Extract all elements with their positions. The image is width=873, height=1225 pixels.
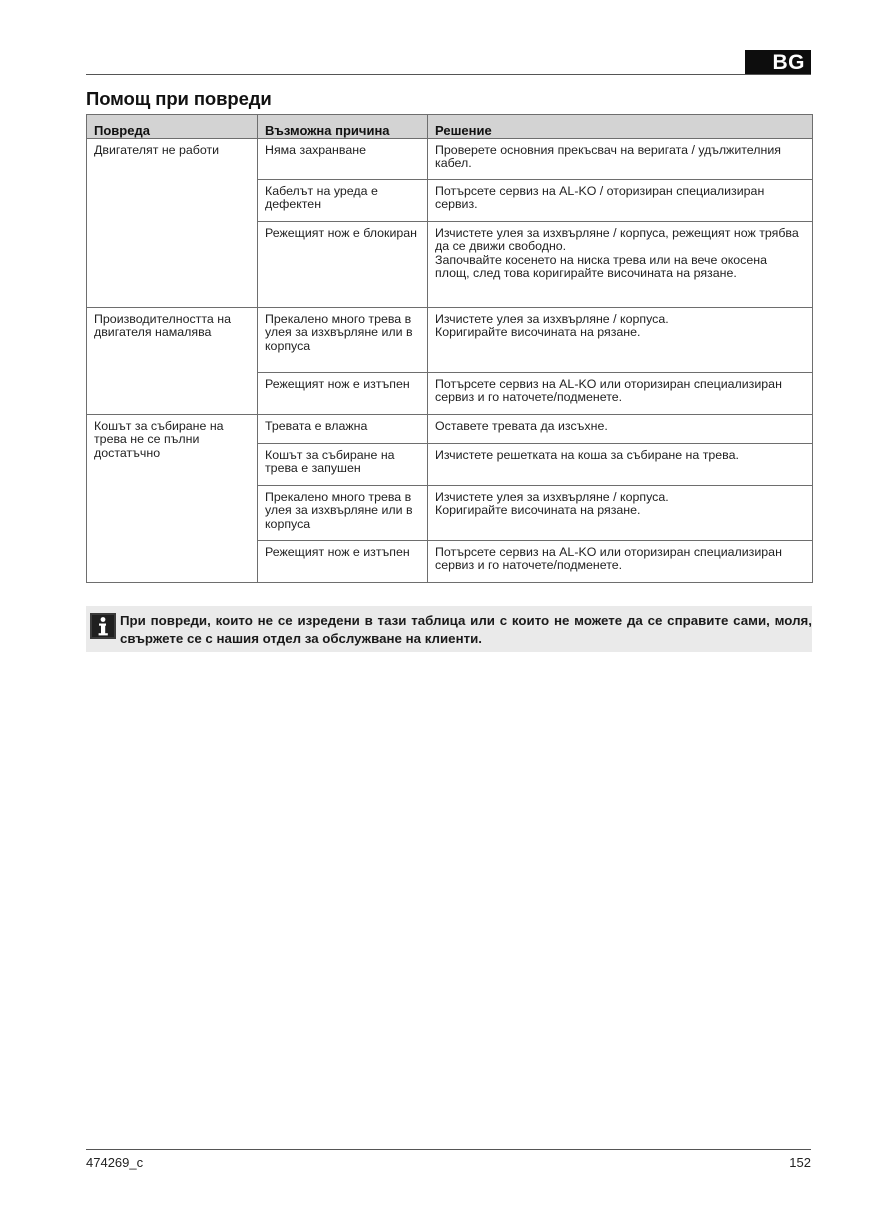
- table-row: [87, 138, 813, 179]
- table-header-row: [87, 115, 813, 139]
- cause-cell: Прекалено много трева в улея за изхвърляне или в корпуса: [258, 307, 428, 372]
- solution-cell: Изчистете решетката на коша за събиране на трева.: [428, 443, 813, 485]
- column-header-solution: Решение: [428, 115, 813, 139]
- cause-cell: Прекалено много трева в улея за изхвърляне или в корпуса: [258, 485, 428, 540]
- cause-cell: Режещият нож е изтъпен: [258, 540, 428, 582]
- footer-divider: [86, 1149, 811, 1150]
- solution-cell: Оставете тревата да изсъхне.: [428, 414, 813, 443]
- solution-cell: Потърсете сервиз на AL-KO / оторизиран специализиран сервиз.: [428, 179, 813, 221]
- troubleshooting-table: [86, 114, 813, 583]
- cause-cell: Тревата е влажна: [258, 414, 428, 443]
- info-note-text: При повреди, които не се изредени в тази таблица или с които не можете да се справите сами, моля, свържете се с нашия отдел за обслужване на клиенти.: [120, 613, 812, 646]
- page-number: 152: [789, 1155, 811, 1170]
- fault-cell: Двигателят не работи: [87, 138, 258, 307]
- info-note: [86, 606, 812, 652]
- info-icon: [90, 613, 116, 639]
- column-header-cause: Възможна причина: [258, 115, 428, 139]
- solution-cell: Потърсете сервиз на AL-KO или оторизиран специализиран сервиз и го наточете/подменете.: [428, 372, 813, 414]
- table-row: [87, 414, 813, 443]
- solution-cell: Изчистете улея за изхвърляне / корпуса. Коригирайте височината на рязане.: [428, 307, 813, 372]
- solution-cell: Изчистете улея за изхвърляне / корпуса. Коригирайте височината на рязане.: [428, 485, 813, 540]
- cause-cell: Режещият нож е блокиран: [258, 221, 428, 307]
- language-badge: BG: [745, 50, 811, 75]
- page-title: Помощ при повреди: [86, 88, 272, 109]
- solution-cell: Проверете основния прекъсвач на веригата / удължителния кабел.: [428, 138, 813, 179]
- table-row: [87, 307, 813, 372]
- cause-cell: Кабелът на уреда е дефектен: [258, 179, 428, 221]
- column-header-fault: Повреда: [87, 115, 258, 139]
- cause-cell: Няма захранване: [258, 138, 428, 179]
- solution-cell: Потърсете сервиз на AL-KO или оторизиран специализиран сервиз и го наточете/подменете.: [428, 540, 813, 582]
- cause-cell: Кошът за събиране на трева е запушен: [258, 443, 428, 485]
- header-divider: [86, 74, 811, 75]
- fault-cell: Производителността на двигателя намалява: [87, 307, 258, 414]
- cause-cell: Режещият нож е изтъпен: [258, 372, 428, 414]
- solution-cell: Изчистете улея за изхвърляне / корпуса, режещият нож трябва да се движи свободно. Започвайте косенето на ниска трева или на вече окосена площ, след това коригирайте височината на рязане.: [428, 221, 813, 307]
- fault-cell: Кошът за събиране на трева не се пълни достатъчно: [87, 414, 258, 582]
- document-number: 474269_c: [86, 1155, 144, 1170]
